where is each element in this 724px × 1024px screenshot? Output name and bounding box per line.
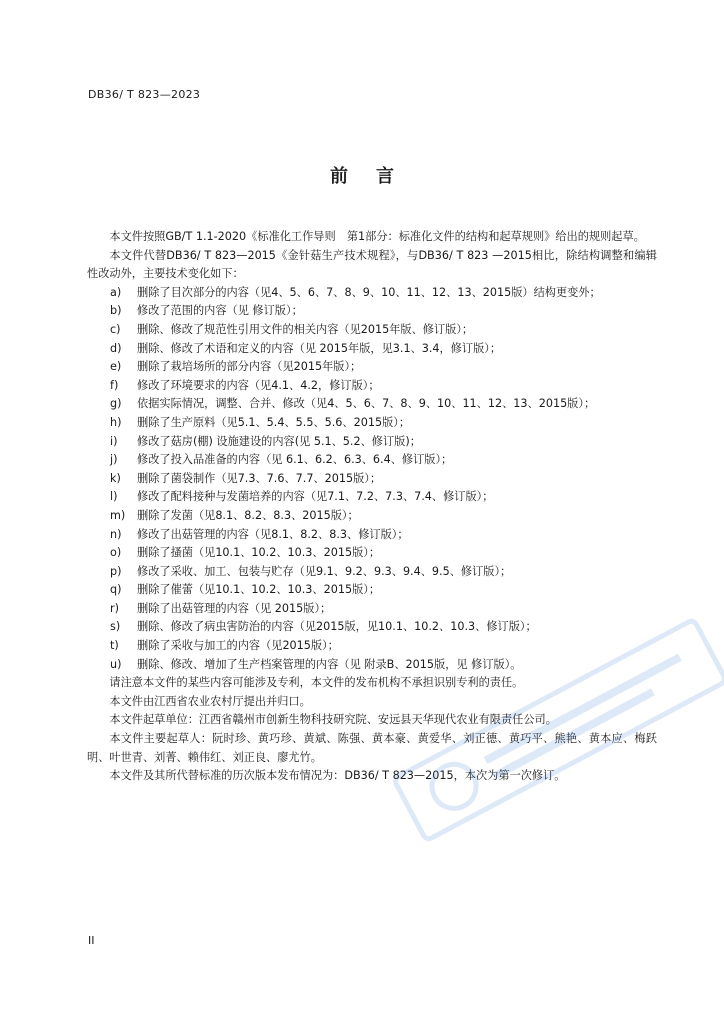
- item-text: 修改了范围的内容（见 修订版）；: [137, 304, 303, 318]
- list-item: [87, 637, 657, 656]
- version-history-paragraph: 本文件及其所代替标准的历次版本发布情况为：DB36/ T 823—2015，本次为第一次修订。: [109, 769, 566, 783]
- list-item: [87, 507, 657, 526]
- item-text: 删除了栽培场所的部分内容（见2015年版）；: [137, 360, 362, 374]
- list-item: [87, 321, 657, 340]
- list-item: [87, 526, 657, 545]
- list-item: [87, 302, 657, 321]
- item-text: 修改了环境要求的内容（见4.1、4.2，修订版）；: [137, 378, 380, 392]
- list-item: [87, 451, 657, 470]
- page-number: II: [88, 934, 95, 947]
- list-item: [87, 563, 657, 582]
- proposer-paragraph: 本文件由江西省农业农村厅提出并归口。: [109, 694, 311, 708]
- item-letter: t): [110, 639, 119, 653]
- item-letter: s): [110, 620, 121, 634]
- item-letter: k): [110, 471, 121, 485]
- item-text: 修改了投入品准备的内容（见 6.1、6.2、6.3、6.4、修订版）；: [137, 453, 453, 467]
- item-letter: d): [110, 341, 122, 355]
- item-letter: i): [110, 434, 118, 448]
- item-letter: e): [110, 360, 122, 374]
- item-letter: b): [110, 304, 122, 318]
- patent-notice: 请注意本文件的某些内容可能涉及专利，本文件的发布机构不承担识别专利的责任。: [109, 676, 524, 690]
- list-item: [87, 656, 657, 675]
- list-item: [87, 340, 657, 359]
- item-text: 删除了搔菌（见10.1、10.2、10.3、2015版）；: [137, 546, 381, 560]
- item-text: 删除了发菌（见8.1、8.2、8.3、2015版）；: [137, 508, 359, 522]
- item-text: 删除了催蕾（见10.1、10.2、10.3、2015版）；: [137, 583, 381, 597]
- item-letter: r): [110, 601, 119, 615]
- item-letter: h): [110, 415, 122, 429]
- item-text: 删除、修改了病虫害防治的内容（见2015版，见10.1、10.2、10.3、修订版）；: [137, 620, 537, 634]
- drafters-paragraph: 本文件主要起草人：阮时珍、黄巧珍、黄斌、陈强、黄本豪、黄爱华、刘正德、黄巧平、熊艳、黄本应、梅跃明、叶世青、刘菁、赖伟红、刘正良、廖尤竹。: [87, 732, 657, 764]
- item-letter: m): [110, 508, 126, 522]
- item-letter: p): [110, 564, 122, 578]
- item-letter: f): [110, 378, 119, 392]
- list-item: [87, 544, 657, 563]
- item-text: 删除了采收与加工的内容（见2015版）；: [137, 639, 339, 653]
- list-item: [87, 377, 657, 396]
- item-text: 修改了配料接种与发菌培养的内容（见7.1、7.2、7.3、7.4、修订版）；: [137, 490, 494, 504]
- item-text: 修改了出菇管理的内容（见8.1、8.2、8.3、修订版）；: [137, 527, 409, 541]
- list-item: [87, 433, 657, 452]
- item-text: 删除了出菇管理的内容（见 2015版）；: [137, 601, 332, 615]
- item-letter: g): [110, 397, 122, 411]
- list-item: [87, 284, 657, 303]
- item-text: 修改了菇房(棚) 设施建设的内容(见 5.1、5.2、修订版)；: [137, 434, 421, 448]
- list-item: [87, 488, 657, 507]
- item-text: 删除了生产原料（见5.1、5.4、5.5、5.6、2015版）；: [137, 415, 411, 429]
- item-letter: a): [110, 285, 122, 299]
- list-item: [87, 581, 657, 600]
- item-text: 删除了目次部分的内容（见4、5、6、7、8、9、10、11、12、13、2015版）结构更变外；: [137, 285, 601, 299]
- list-item: [87, 358, 657, 377]
- drafting-units-paragraph: 本文件起草单位：江西省赣州市创新生物科技研究院、安远县天华现代农业有限责任公司。: [109, 713, 557, 727]
- item-text: 依据实际情况，调整、合并、修改（见4、5、6、7、8、9、10、11、12、13、2015版）；: [137, 397, 596, 411]
- intro-paragraph-2: 本文件代替DB36/ T 823—2015《金针菇生产技术规程》，与DB36/ T 823 —2015相比，除结构调整和编辑性改动外，主要技术变化如下：: [87, 248, 657, 281]
- item-text: 删除、修改、增加了生产档案管理的内容（见 附录B、2015版，见 修订版）。: [137, 657, 522, 671]
- item-text: 删除了菌袋制作（见7.3、7.6、7.7、2015版）；: [137, 471, 382, 485]
- item-letter: n): [110, 527, 122, 541]
- item-letter: j): [110, 453, 118, 467]
- changes-list: [87, 284, 657, 674]
- page-title: 前言: [330, 166, 422, 187]
- intro-paragraph-1: 本文件按照GB/T 1.1-2020《标准化工作导则 第1部分：标准化文件的结构和起草规则》给出的规则起草。: [109, 230, 645, 243]
- item-text: 修改了采收、加工、包装与贮存（见9.1、9.2、9.3、9.4、9.5、修订版）；: [137, 564, 512, 578]
- document-code: DB36/ T 823—2023: [88, 88, 201, 101]
- item-text: 删除、修改了规范性引用文件的相关内容（见2015年版、修订版）；: [137, 322, 474, 336]
- item-letter: u): [110, 657, 122, 671]
- list-item: [87, 618, 657, 637]
- item-letter: q): [110, 583, 122, 597]
- list-item: [87, 414, 657, 433]
- list-item: [87, 600, 657, 619]
- item-text: 删除、修改了术语和定义的内容（见 2015年版，见3.1、3.4，修订版）；: [137, 341, 502, 355]
- item-letter: l): [110, 490, 118, 504]
- list-item: [87, 395, 657, 414]
- list-item: [87, 470, 657, 489]
- foreword-body: [87, 228, 657, 786]
- item-letter: c): [110, 322, 121, 336]
- item-letter: o): [110, 546, 122, 560]
